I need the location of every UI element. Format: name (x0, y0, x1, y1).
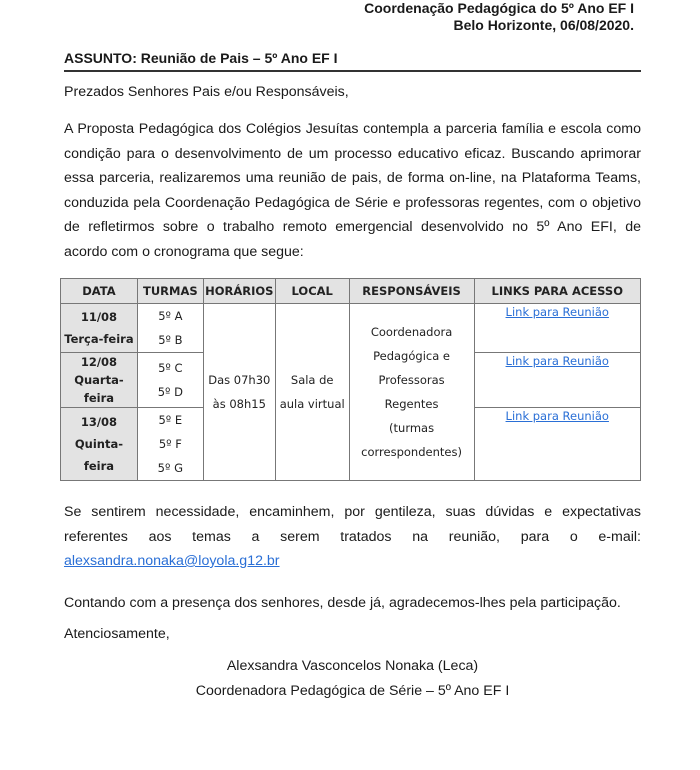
link-cell (474, 304, 641, 353)
column-header-responsaveis: RESPONSÁVEIS (349, 279, 474, 304)
local-cell (275, 304, 349, 481)
link-cell (474, 408, 641, 481)
responsaveis-line: Coordenadora (370, 325, 453, 339)
meeting-link-1108[interactable]: Link para Reunião (505, 305, 609, 319)
signature-role: Coordenadora Pedagógica de Série – 5º Ano EF I (195, 682, 510, 699)
followup-paragraph (64, 500, 641, 574)
header-department: Coordenação Pedagógica do 5º Ano EF I (364, 0, 634, 16)
local-line: aula virtual (279, 397, 345, 411)
thanks-line: Contando com a presença dos senhores, desde já, agradecemos-lhes pela participação. (64, 595, 621, 611)
responsaveis-line: Professoras (378, 373, 445, 387)
signature-block (64, 654, 641, 703)
intro-paragraph (64, 117, 641, 264)
letter-header (364, 0, 634, 34)
column-header-data: DATA (61, 279, 138, 304)
weekday: Quarta- feira (74, 373, 124, 405)
horario-cell (203, 304, 275, 481)
column-header-links: LINKS PARA ACESSO (474, 279, 641, 304)
intro-line: conduzida pela Coordenação Pedagógica de Série e professoras regentes, com o objetivo (64, 194, 641, 211)
turma: 5º G (157, 461, 183, 475)
responsaveis-line: Regentes (384, 397, 439, 411)
intro-line: essa parceria, realizaremos uma reunião de pais, de forma on-line, na Plataforma Teams, (64, 170, 641, 186)
column-header-horarios: HORÁRIOS (203, 279, 275, 304)
date: 12/08 (80, 355, 118, 369)
meeting-link-1308[interactable]: Link para Reunião (505, 409, 609, 423)
table-header-row (61, 279, 641, 304)
closing-line: Atenciosamente, (64, 626, 170, 642)
schedule-table (60, 278, 641, 481)
turma: 5º C (158, 361, 183, 375)
table-row (61, 304, 641, 353)
weekday: Quinta- feira (74, 437, 123, 473)
turma: 5º B (158, 333, 183, 347)
link-cell (474, 353, 641, 408)
turma: 5º E (158, 413, 183, 427)
turma: 5º F (158, 437, 182, 451)
horario-end: às 08h15 (212, 397, 266, 411)
column-header-local: LOCAL (275, 279, 349, 304)
weekday: Terça-feira (64, 332, 134, 346)
column-header-turmas: TURMAS (137, 279, 203, 304)
turmas-cell (137, 353, 203, 408)
intro-line: A Proposta Pedagógica dos Colégios Jesuítas contempla a parceria família e escola como (64, 121, 641, 137)
turma: 5º D (157, 385, 183, 399)
responsaveis-line: (turmas (389, 421, 435, 435)
email-link[interactable]: alexsandra.nonaka@loyola.g12.br (64, 553, 280, 569)
horario-start: Das 07h30 (208, 373, 271, 387)
meeting-link-1208[interactable]: Link para Reunião (505, 354, 609, 368)
signature-name: Alexsandra Vasconcelos Nonaka (Leca) (226, 658, 479, 674)
followup-line: referentes aos temas a serem tratados na reunião, para o e-mail: (64, 528, 641, 545)
date: 13/08 (80, 415, 118, 429)
intro-line: de refletirmos sobre o trabalho remoto emergencial desenvolvido no 5º Ano EFI, de (64, 219, 641, 235)
greeting: Prezados Senhores Pais e/ou Responsáveis, (64, 84, 349, 100)
date-cell (61, 353, 138, 408)
turma: 5º A (158, 309, 183, 323)
date: 11/08 (80, 310, 118, 324)
header-place-date: Belo Horizonte, 06/08/2020. (453, 17, 634, 33)
turmas-cell (137, 408, 203, 481)
responsaveis-line: correspondentes) (361, 445, 462, 459)
intro-line: acordo com o cronograma que segue: (64, 243, 304, 260)
date-cell (61, 304, 138, 353)
responsaveis-line: Pedagógica e (373, 349, 450, 363)
intro-line: condição para o desenvolvimento de um processo educativo eficaz. Buscando aprimorar (64, 145, 641, 162)
subject-line: ASSUNTO: Reunião de Pais – 5º Ano EF I (64, 50, 641, 72)
turmas-cell (137, 304, 203, 353)
followup-line: Se sentirem necessidade, encaminhem, por gentileza, suas dúvidas e expectativas (64, 504, 641, 520)
local-line: Sala de (290, 373, 334, 387)
date-cell (61, 408, 138, 481)
responsaveis-cell (349, 304, 474, 481)
